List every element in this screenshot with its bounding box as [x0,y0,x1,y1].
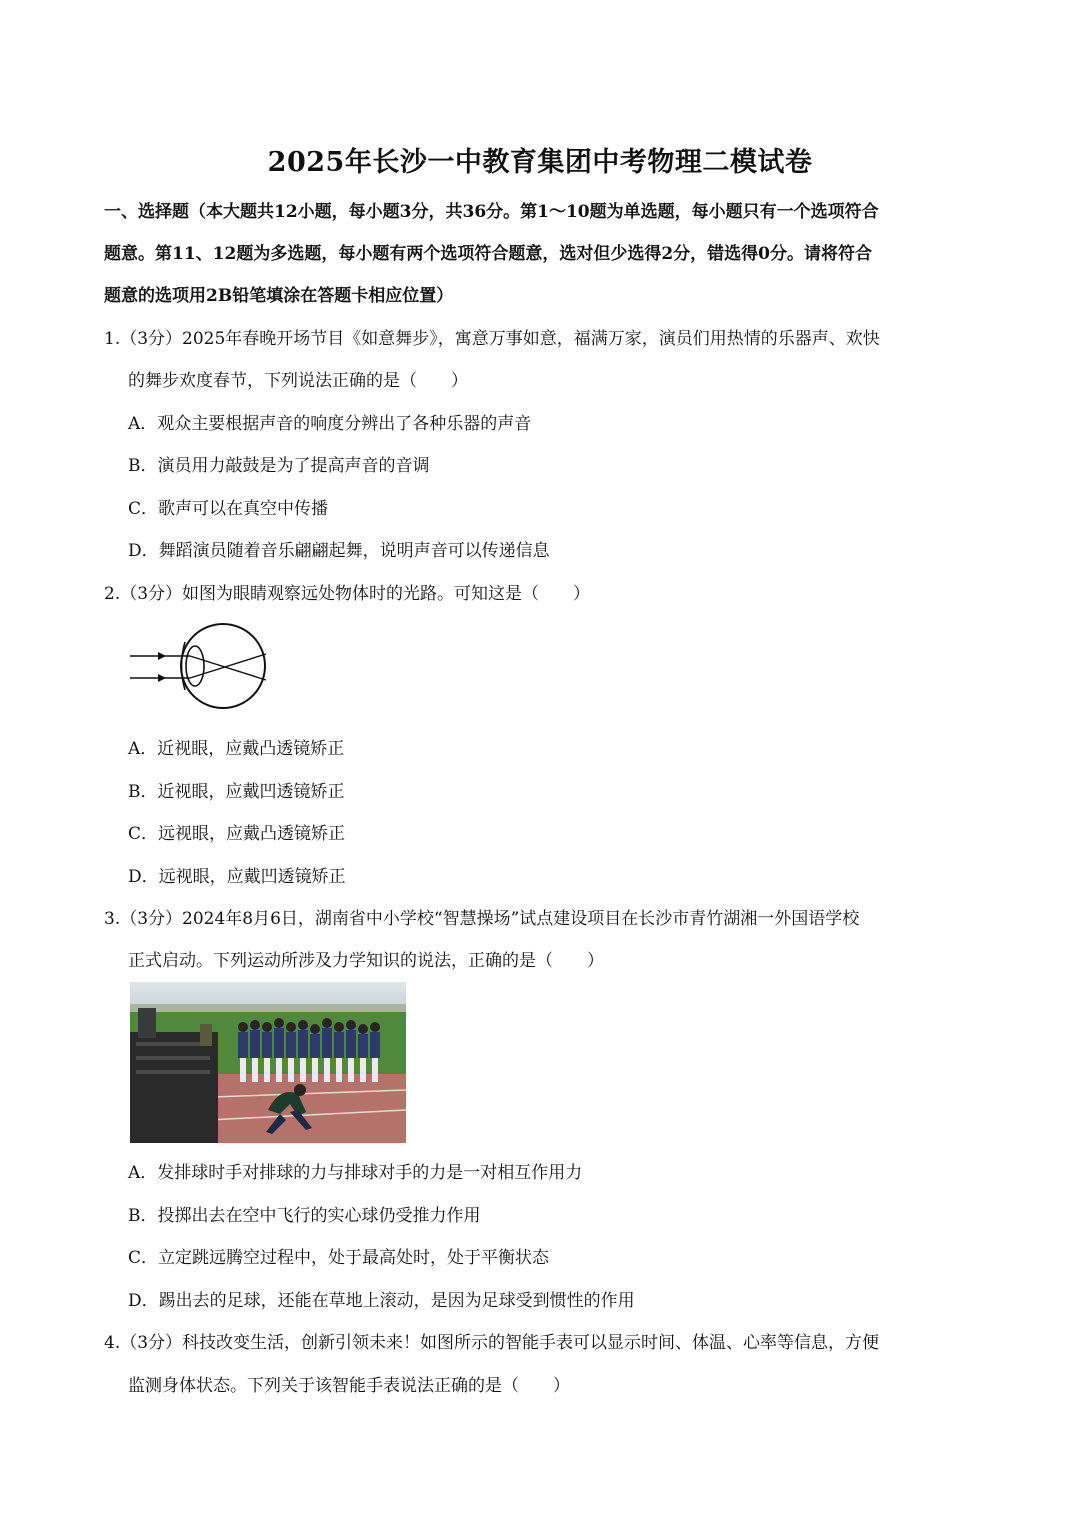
question-3-option-a: A．发排球时手对排球的力与排球对手的力是一对相互作用力 [128,1163,583,1183]
question-3-option-c: C．立定跳远腾空过程中，处于最高处时，处于平衡状态 [128,1248,550,1268]
section-instructions-line-2: 题意。第11、12题为多选题，每小题有两个选项符合题意，选对但少选得2分，错选得0分。请将符合 [104,244,872,264]
question-3-option-b: B．投掷出去在空中飞行的实心球仍受推力作用 [128,1206,481,1226]
question-2-option-c: C．远视眼，应戴凸透镜矫正 [128,824,346,844]
question-3-stem-line-2: 正式启动。下列运动所涉及力学知识的说法，正确的是（ ） [128,951,604,971]
question-1-stem-line-2: 的舞步欢度春节，下列说法正确的是（ ） [128,371,468,391]
eye-light-path-diagram [128,620,273,712]
question-2-stem-line-1: 2.（3分）如图为眼睛观察远处物体时的光路。可知这是（ ） [104,584,591,604]
section-instructions-line-3: 题意的选项用2B铅笔填涂在答题卡相应位置） [104,286,454,306]
question-2-option-a: A．近视眼，应戴凸透镜矫正 [128,739,345,759]
sports-field-photo [130,982,406,1143]
question-3-stem-line-1: 3.（3分）2024年8月6日，湖南省中小学校“智慧操场”试点建设项目在长沙市青竹湖湘一外国语学校 [104,909,860,929]
question-1-option-d: D．舞蹈演员随着音乐翩翩起舞，说明声音可以传递信息 [128,541,550,561]
section-instructions-line-1: 一、选择题（本大题共12小题，每小题3分，共36分。第1～10题为单选题，每小题只有一个选项符合 [104,202,879,222]
question-4-stem-line-2: 监测身体状态。下列关于该智能手表说法正确的是（ ） [128,1376,570,1396]
question-1-stem-line-1: 1.（3分）2025年春晚开场节目《如意舞步》，寓意万事如意，福满万家，演员们用热情的乐器声、欢快 [104,329,880,349]
question-2-option-b: B．近视眼，应戴凹透镜矫正 [128,782,345,802]
question-3-option-d: D．踢出去的足球，还能在草地上滚动，是因为足球受到惯性的作用 [128,1291,635,1311]
question-2-option-d: D．远视眼，应戴凹透镜矫正 [128,867,346,887]
question-4-stem-line-1: 4.（3分）科技改变生活，创新引领未来！如图所示的智能手表可以显示时间、体温、心率等信息，方便 [104,1333,880,1353]
question-1-option-b: B．演员用力敲鼓是为了提高声音的音调 [128,456,430,476]
question-1-option-a: A．观众主要根据声音的响度分辨出了各种乐器的声音 [128,414,532,434]
question-1-option-c: C．歌声可以在真空中传播 [128,499,329,519]
page-title: 2025年长沙一中教育集团中考物理二模试卷 [267,147,813,178]
